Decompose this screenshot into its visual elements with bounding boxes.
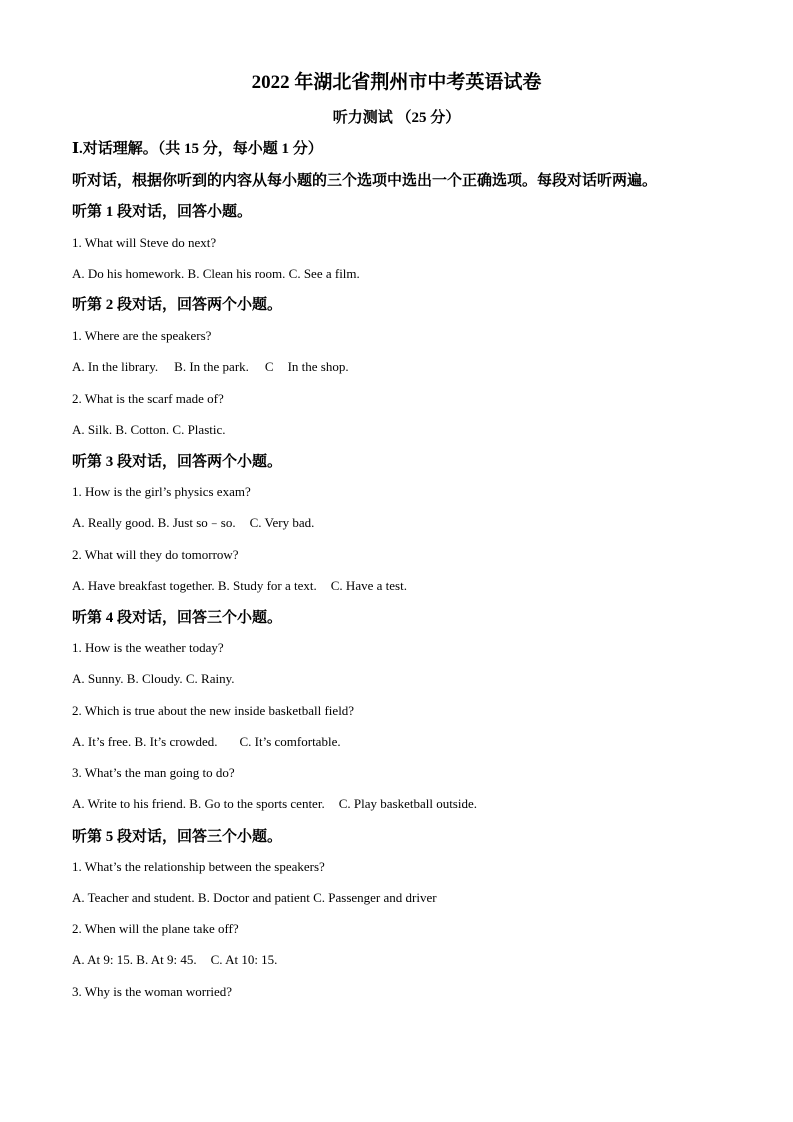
dialogue-1-heading: 听第 1 段对话，回答小题。: [72, 204, 253, 220]
option-c-letter: C: [264, 359, 274, 374]
option-ab: A. At 9: 15. B. At 9: 45.: [72, 952, 197, 967]
question-options: [72, 513, 753, 533]
option-c: C. It’s comfortable.: [239, 734, 341, 749]
question-options: [72, 357, 753, 377]
question-text: 1. What will Steve do next?: [72, 235, 217, 250]
option-c: In the shop.: [287, 359, 349, 374]
dialogue-2-heading: 听第 2 段对话，回答两个小题。: [72, 297, 283, 313]
page-title: 2022 年湖北省荆州市中考英语试卷: [251, 72, 542, 93]
question-options: A. Do his homework. B. Clean his room. C. See a film.: [72, 266, 360, 281]
question-text: 1. Where are the speakers?: [72, 328, 212, 343]
option-ab: A. Have breakfast together. B. Study for a text.: [72, 578, 317, 593]
question-text: 1. What’s the relationship between the speakers?: [72, 859, 325, 874]
option-ab: A. Write to his friend. B. Go to the sports center.: [72, 796, 325, 811]
option-b: B. In the park.: [174, 359, 249, 374]
part-heading: Ⅰ.对话理解。（共 15 分，每小题 1 分）: [72, 141, 323, 157]
question-text: 1. How is the girl’s physics exam?: [72, 484, 251, 499]
dialogue-4-heading: 听第 4 段对话，回答三个小题。: [72, 610, 283, 626]
question-options: [72, 732, 753, 752]
question-text: 2. When will the plane take off?: [72, 921, 239, 936]
dialogue-3-heading: 听第 3 段对话，回答两个小题。: [72, 454, 283, 470]
question-text: 2. Which is true about the new inside basketball field?: [72, 703, 355, 718]
dialogue-5-heading: 听第 5 段对话，回答三个小题。: [72, 829, 283, 845]
option-c: C. Very bad.: [249, 515, 315, 530]
option-c: C. Have a test.: [330, 578, 407, 593]
option-ab: A. It’s free. B. It’s crowded.: [72, 734, 218, 749]
question-options: A. Sunny. B. Cloudy. C. Rainy.: [72, 671, 235, 686]
question-text: 2. What is the scarf made of?: [72, 391, 224, 406]
option-ab: A. Really good. B. Just so﹣so.: [72, 515, 236, 530]
section-title: 听力测试 （25 分）: [332, 110, 461, 126]
option-c: C. At 10: 15.: [210, 952, 278, 967]
question-text: 3. What’s the man going to do?: [72, 765, 235, 780]
question-options: [72, 576, 753, 596]
option-c: C. Play basketball outside.: [338, 796, 477, 811]
question-text: 2. What will they do tomorrow?: [72, 547, 239, 562]
instruction: 听对话，根据你听到的内容从每小题的三个选项中选出一个正确选项。每段对话听两遍。: [72, 173, 658, 189]
question-options: A. Silk. B. Cotton. C. Plastic.: [72, 422, 226, 437]
question-options: A. Teacher and student. B. Doctor and patient C. Passenger and driver: [72, 890, 437, 905]
question-text: 1. How is the weather today?: [72, 640, 224, 655]
question-options: [72, 950, 753, 970]
question-text: 3. Why is the woman worried?: [72, 984, 233, 999]
option-a: A. In the library.: [72, 359, 159, 374]
question-options: [72, 794, 753, 814]
